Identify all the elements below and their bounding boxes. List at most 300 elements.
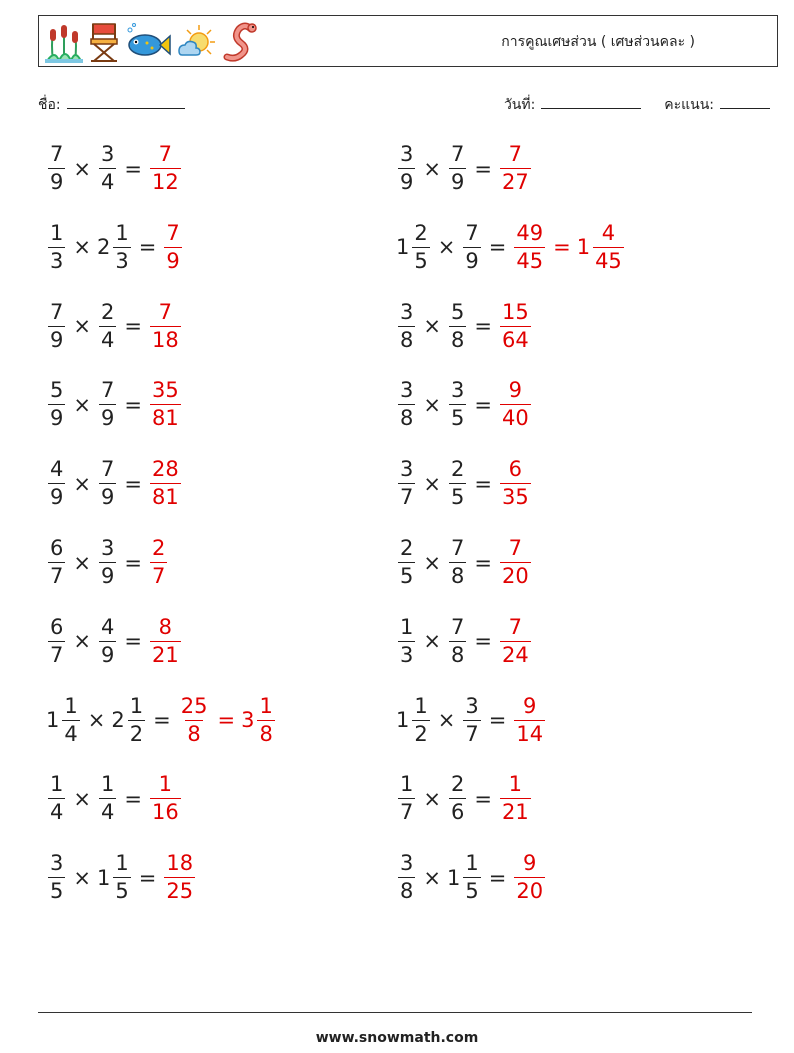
numerator: 4: [601, 220, 616, 245]
fraction: [449, 774, 466, 823]
denominator: 7: [465, 721, 479, 746]
fraction: [99, 459, 116, 508]
second-operand: [97, 538, 118, 587]
whole-number: 1: [576, 235, 591, 260]
numerator: 1: [158, 772, 173, 797]
times-sign: ×: [73, 629, 91, 654]
times-sign: ×: [73, 392, 91, 417]
fraction: [449, 614, 466, 667]
fraction: [449, 459, 466, 508]
fraction: [179, 693, 210, 746]
fraction: [48, 614, 65, 667]
fraction: [150, 459, 181, 508]
fraction: [99, 299, 116, 352]
first-operand: [46, 380, 67, 429]
fraction: [48, 774, 65, 823]
times-sign: ×: [87, 708, 106, 733]
fraction: [500, 144, 531, 193]
answer-fraction: [498, 774, 533, 823]
fraction: [150, 538, 167, 587]
denominator: 4: [64, 721, 78, 746]
problem-item: [46, 693, 277, 746]
fraction: [164, 853, 195, 902]
fraction: [500, 380, 531, 429]
numerator: 3: [465, 693, 479, 718]
first-operand: [46, 144, 67, 193]
fraction: [500, 774, 531, 823]
fraction: [48, 220, 65, 273]
fraction: [150, 144, 181, 193]
problem-item: [396, 538, 533, 587]
answer-fraction: [512, 853, 547, 902]
answer: [498, 538, 533, 587]
second-operand: [97, 299, 118, 352]
worksheet-title: การคูณเศษส่วน ( เศษส่วนคละ ): [501, 34, 695, 50]
times-sign: ×: [437, 708, 456, 733]
denominator: 6: [450, 800, 465, 825]
fraction: [62, 693, 79, 746]
numerator: 35: [151, 378, 179, 403]
denominator: 25: [166, 879, 194, 904]
directors-chair-icon: [87, 21, 121, 63]
numerator: 9: [508, 378, 523, 403]
date-blank[interactable]: [541, 94, 641, 109]
answer: [512, 220, 625, 273]
answer: [148, 538, 169, 587]
problem-item: [396, 614, 533, 667]
denominator: 7: [400, 800, 414, 825]
denominator: 7: [400, 485, 414, 510]
numerator: 6: [50, 614, 64, 639]
denominator: 5: [450, 485, 465, 510]
fraction: [463, 693, 480, 746]
equals-sign: =: [124, 156, 142, 181]
denominator: 5: [414, 248, 428, 273]
denominator: 8: [259, 721, 273, 746]
fraction: [99, 538, 116, 587]
numerator: 1: [508, 772, 523, 797]
name-label: ชื่อ:: [38, 97, 61, 113]
times-sign: ×: [73, 314, 91, 339]
name-field: [38, 94, 185, 116]
first-operand: [396, 614, 417, 667]
answer-fraction: [148, 299, 183, 352]
second-operand: [447, 538, 468, 587]
answer: [162, 220, 183, 273]
answer-fraction: [162, 853, 197, 902]
denominator: 8: [450, 327, 465, 352]
equals-sign: =: [124, 550, 142, 575]
numerator: 28: [151, 457, 179, 482]
equals-sign: =: [474, 392, 492, 417]
denominator: 9: [50, 170, 64, 194]
numerator: 7: [50, 299, 64, 324]
fraction: [514, 220, 545, 273]
answer: [148, 459, 183, 508]
second-operand: [97, 853, 133, 902]
numerator: 3: [100, 142, 115, 166]
denominator: 9: [166, 248, 180, 273]
fraction: [398, 538, 415, 587]
first-operand: [396, 299, 417, 352]
denominator: 4: [100, 170, 115, 194]
numerator: 1: [64, 693, 78, 718]
denominator: 40: [501, 406, 529, 431]
header-icons: [45, 19, 261, 65]
denominator: 14: [516, 721, 544, 746]
denominator: 18: [151, 327, 179, 352]
fish-icon: [125, 21, 171, 63]
numerator: 1: [414, 693, 428, 718]
numerator: 1: [129, 693, 144, 718]
denominator: 7: [50, 642, 64, 667]
numerator: 3: [450, 378, 465, 403]
fraction: [48, 144, 65, 193]
denominator: 9: [50, 485, 64, 510]
denominator: 9: [50, 327, 64, 352]
times-sign: ×: [423, 865, 441, 890]
answer-fraction: [148, 144, 183, 193]
equals-sign: =: [138, 865, 157, 890]
numerator: 3: [400, 457, 414, 482]
equals-sign: =: [488, 708, 507, 733]
fraction: [113, 220, 130, 273]
problem-item: [396, 774, 533, 823]
denominator: 9: [465, 248, 479, 273]
equals-sign: =: [474, 156, 492, 181]
fraction: [398, 459, 415, 508]
equals-sign: =: [124, 629, 142, 654]
denominator: 2: [129, 721, 144, 746]
score-blank[interactable]: [720, 94, 770, 109]
numerator: 1: [50, 772, 64, 797]
numerator: 4: [50, 457, 64, 482]
second-operand: [97, 144, 118, 193]
fraction: [463, 220, 480, 273]
numerator: 1: [259, 693, 273, 718]
first-operand: [396, 459, 417, 508]
footer-url: www.snowmath.com: [315, 1030, 479, 1046]
first-operand: [46, 853, 67, 902]
times-sign: ×: [423, 786, 441, 811]
first-operand: [46, 693, 82, 746]
fraction: [164, 220, 181, 273]
second-operand: [447, 614, 468, 667]
first-operand: [46, 220, 67, 273]
times-sign: ×: [423, 392, 441, 417]
numerator: 7: [158, 299, 173, 324]
fraction: [449, 538, 466, 587]
second-operand: [447, 380, 468, 429]
fraction: [48, 299, 65, 352]
answer-fraction: [148, 538, 169, 587]
equals-sign: =: [124, 314, 142, 339]
fraction: [99, 614, 116, 667]
numerator: 15: [501, 299, 529, 324]
equals-sign: =: [474, 550, 492, 575]
problem-item: [396, 299, 533, 352]
fraction: [150, 380, 181, 429]
fraction: [150, 614, 181, 667]
fraction: [113, 853, 130, 902]
fraction: [514, 853, 545, 902]
fraction: [398, 144, 415, 193]
equals-sign: =: [488, 865, 507, 890]
fraction: [449, 299, 466, 352]
fraction: [99, 144, 116, 193]
problem-item: [46, 299, 183, 352]
fraction: [398, 774, 415, 823]
fraction: [48, 380, 65, 429]
numerator: 9: [523, 851, 537, 876]
second-operand: [97, 459, 118, 508]
answer-fraction: [512, 693, 547, 746]
problem-item: [396, 144, 533, 193]
times-sign: ×: [73, 550, 91, 575]
second-operand: [461, 693, 482, 746]
numerator: 7: [100, 378, 115, 403]
answer: [177, 693, 277, 746]
footer-divider: [38, 1012, 752, 1013]
denominator: 9: [100, 642, 115, 667]
first-operand: [46, 299, 67, 352]
numerator: 2: [414, 220, 428, 245]
whole-number: 1: [96, 865, 111, 890]
answer-fraction: [498, 459, 533, 508]
times-sign: ×: [73, 156, 91, 181]
fraction: [449, 144, 466, 193]
first-operand: [396, 693, 432, 746]
denominator: 5: [50, 879, 64, 904]
whole-number: 2: [96, 235, 111, 260]
numerator: 3: [400, 378, 414, 403]
answer: [148, 614, 183, 667]
times-sign: ×: [423, 629, 441, 654]
answer-fraction: [498, 538, 533, 587]
whole-number: 1: [446, 865, 461, 890]
denominator: 4: [100, 800, 115, 825]
numerator: 8: [158, 614, 173, 639]
times-sign: ×: [423, 471, 441, 496]
first-operand: [46, 774, 67, 823]
numerator: 7: [50, 142, 64, 166]
numerator: 2: [450, 772, 465, 797]
denominator: 7: [151, 564, 166, 588]
equals-sign: =: [153, 708, 171, 733]
second-operand: [447, 774, 468, 823]
numerator: 7: [450, 142, 465, 166]
denominator: 27: [501, 170, 529, 194]
fraction: [398, 299, 415, 352]
numerator: 7: [508, 536, 523, 560]
second-operand: [97, 614, 118, 667]
numerator: 7: [158, 142, 173, 166]
equals-sign: =: [474, 471, 492, 496]
equals-sign: =: [124, 786, 142, 811]
second-operand: [447, 144, 468, 193]
second-operand: [96, 220, 133, 273]
problem-item: [396, 853, 547, 902]
score-label: คะแนน:: [664, 97, 714, 113]
numerator: 3: [400, 851, 414, 876]
denominator: 35: [501, 485, 529, 510]
second-operand: [97, 774, 118, 823]
numerator: 1: [115, 851, 129, 876]
first-operand: [396, 380, 417, 429]
denominator: 4: [100, 327, 115, 352]
equals-sign: =: [138, 235, 157, 260]
problem-item: [46, 459, 183, 508]
denominator: 64: [501, 327, 529, 352]
whole-number: 1: [46, 708, 60, 733]
second-operand: [111, 693, 147, 746]
numerator: 3: [400, 299, 414, 324]
equals-sign: =: [474, 629, 492, 654]
first-operand: [46, 538, 67, 587]
numerator: 49: [516, 220, 544, 245]
first-operand: [396, 538, 417, 587]
numerator: 7: [450, 614, 465, 639]
denominator: 4: [50, 800, 64, 825]
answer-mixed-number: [576, 220, 626, 273]
denominator: 8: [450, 642, 465, 667]
denominator: 5: [400, 564, 414, 588]
equals-sign: =: [553, 235, 571, 260]
numerator: 5: [50, 378, 64, 403]
denominator: 9: [100, 485, 115, 510]
fraction: [48, 853, 65, 902]
answer: [148, 299, 183, 352]
name-blank[interactable]: [67, 94, 185, 109]
numerator: 7: [450, 536, 465, 560]
reeds-icon: [45, 21, 83, 63]
sun-cloud-icon: [175, 21, 217, 63]
fraction: [48, 538, 65, 587]
fraction: [412, 693, 429, 746]
problem-item: [46, 614, 183, 667]
numerator: 6: [508, 457, 523, 482]
fraction: [128, 693, 145, 746]
times-sign: ×: [73, 865, 91, 890]
fraction: [593, 220, 624, 273]
numerator: 7: [508, 142, 523, 166]
denominator: 45: [516, 248, 544, 273]
fraction: [398, 614, 415, 667]
answer: [498, 144, 533, 193]
answer: [512, 693, 547, 746]
numerator: 9: [523, 693, 537, 718]
answer-fraction: [162, 220, 183, 273]
times-sign: ×: [423, 550, 441, 575]
worksheet-header: [38, 15, 778, 67]
denominator: 9: [400, 170, 414, 194]
equals-sign: =: [488, 235, 507, 260]
denominator: 8: [400, 327, 414, 352]
problem-item: [396, 220, 626, 273]
problem-item: [396, 459, 533, 508]
date-score-fields: [504, 94, 770, 116]
denominator: 81: [151, 485, 179, 510]
denominator: 21: [501, 800, 529, 825]
fraction: [257, 693, 274, 746]
first-operand: [396, 144, 417, 193]
denominator: 3: [50, 248, 64, 273]
whole-number: 3: [241, 708, 255, 733]
second-operand: [447, 459, 468, 508]
answer: [162, 853, 197, 902]
answer: [148, 380, 183, 429]
denominator: 9: [100, 564, 115, 588]
numerator: 18: [166, 851, 194, 876]
equals-sign: =: [474, 314, 492, 339]
numerator: 3: [400, 142, 414, 166]
fraction: [500, 299, 531, 352]
equals-sign: =: [474, 786, 492, 811]
times-sign: ×: [73, 471, 91, 496]
denominator: 5: [450, 406, 465, 431]
problem-item: [46, 144, 183, 193]
answer-fraction: [148, 459, 183, 508]
problem-item: [396, 693, 547, 746]
numerator: 3: [100, 536, 115, 560]
equals-sign: =: [124, 392, 142, 417]
denominator: 9: [450, 170, 465, 194]
fraction: [500, 538, 531, 587]
times-sign: ×: [73, 235, 91, 260]
denominator: 8: [450, 564, 465, 588]
times-sign: ×: [73, 786, 91, 811]
problem-item: [46, 774, 183, 823]
denominator: 16: [151, 800, 179, 825]
whole-number: 1: [396, 235, 410, 260]
problem-item: [46, 380, 183, 429]
answer: [498, 614, 533, 667]
fraction: [48, 459, 65, 508]
times-sign: ×: [437, 235, 456, 260]
times-sign: ×: [423, 156, 441, 181]
fraction: [150, 774, 181, 823]
numerator: 7: [508, 614, 523, 639]
denominator: 45: [595, 248, 622, 273]
denominator: 5: [465, 879, 479, 904]
denominator: 9: [50, 406, 64, 431]
numerator: 5: [450, 299, 465, 324]
answer: [512, 853, 547, 902]
answer-fraction: [177, 693, 212, 746]
problem-item: [396, 380, 533, 429]
numerator: 1: [100, 772, 115, 797]
denominator: 21: [151, 642, 179, 667]
denominator: 2: [414, 721, 428, 746]
answer-fraction: [148, 380, 183, 429]
problem-item: [46, 538, 169, 587]
equals-sign: =: [217, 708, 236, 733]
numerator: 7: [465, 220, 479, 245]
numerator: 1: [465, 851, 479, 876]
numerator: 1: [400, 614, 414, 639]
denominator: 8: [400, 879, 414, 904]
answer: [498, 380, 533, 429]
denominator: 8: [400, 406, 414, 431]
numerator: 2: [100, 299, 115, 324]
numerator: 6: [50, 536, 64, 560]
numerator: 2: [450, 457, 465, 482]
answer-fraction: [148, 614, 183, 667]
answer: [498, 459, 533, 508]
problem-item: [46, 853, 197, 902]
fraction: [398, 853, 415, 902]
denominator: 24: [501, 642, 529, 667]
